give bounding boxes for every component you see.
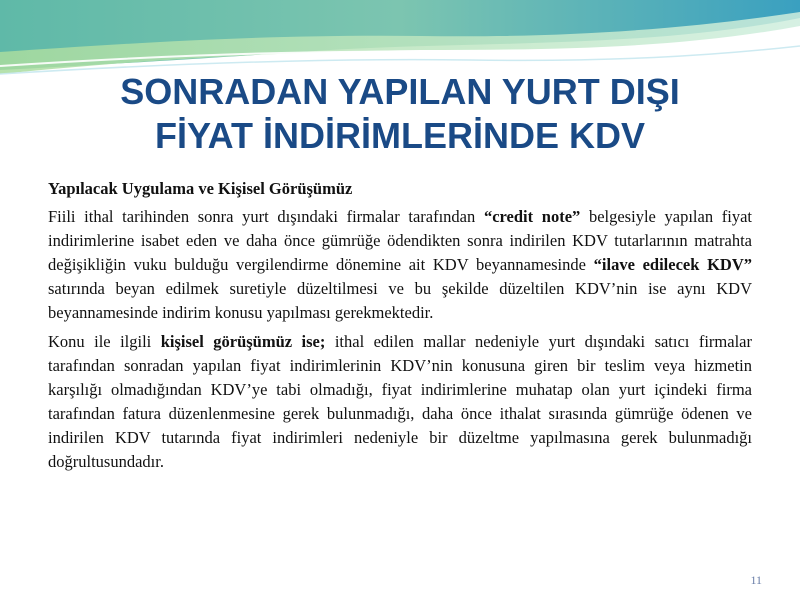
header-wave-banner	[0, 0, 800, 80]
paragraph-2-text-b: ithal edilen mallar nedeniyle yurt dışındaki satıcı firmalar tarafından sonradan yapılan fiyat indirimlerinin KDV’nin konusuna giren bir teslim veya hizmetin karşılığı olmadığından KDV’ye tabi olmadığı, fiyat indirimlerine muhatap olan yurt içindeki firma tarafından fatura düzenlenmesine gerek bulunmadığı, daha önce ithalat sırasında gümrüğe ödenen ve indirilen KDV tutarında fiyat indirimleri nedeniyle bir düzeltme yapılmasına gerek bulunmadığı doğrultusundadır.	[48, 332, 752, 471]
slide-title	[0, 70, 800, 158]
paragraph-credit-note	[48, 205, 752, 325]
slide-title-line-1: SONRADAN YAPILAN YURT DIŞI	[120, 71, 680, 112]
paragraph-1-text-c: satırında beyan edilmek suretiyle düzeltilmesi ve bu şekilde düzeltilen KDV’nin ise aynı KDV beyannamesinde indirim konusu yapılması gerekmektedir.	[48, 279, 752, 322]
credit-note-term: “credit note”	[483, 207, 581, 226]
slide-body	[48, 177, 752, 479]
section-subheading: Yapılacak Uygulama ve Kişisel Görüşümüz	[48, 179, 353, 198]
paragraph-1-text-a: Fiili ithal tarihinden sonra yurt dışındaki firmalar tarafından	[48, 207, 484, 226]
paragraph-personal-opinion	[48, 330, 752, 474]
paragraph-2-text-a: Konu ile ilgili	[48, 332, 161, 351]
page-number: 11	[750, 573, 762, 587]
paragraph-1-text-b: belgesiyle yapılan fiyat indirimlerine isabet eden ve daha önce gümrüğe ödendikten sonra indirilen KDV tutarlarının matrahta değişikliğin vuku bulduğu vergilendirme dönemine ait KDV beyannamesinde	[48, 207, 752, 274]
slide-title-line-2: FİYAT İNDİRİMLERİNDE KDV	[154, 115, 646, 156]
personal-opinion-term: kişisel görüşümüz ise;	[160, 332, 326, 351]
ilave-edilecek-kdv-term: “ilave edilecek KDV”	[593, 255, 752, 274]
